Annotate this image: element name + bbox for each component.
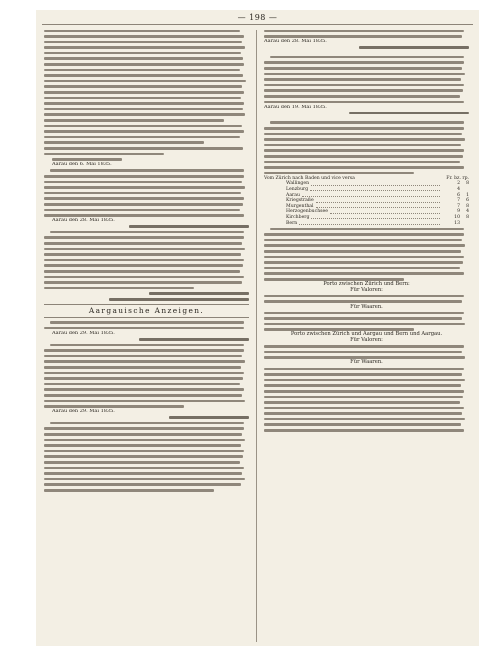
text-line — [44, 108, 243, 111]
text-line — [44, 41, 242, 44]
column-divider — [256, 30, 257, 642]
text-line — [44, 74, 243, 77]
text-line — [264, 418, 465, 421]
text-line — [44, 366, 241, 369]
text-line — [44, 427, 244, 430]
dateline: Aarau den 28. Mai 1835. — [52, 218, 115, 224]
text-line — [44, 388, 244, 391]
text-line — [264, 384, 461, 387]
text-line — [264, 312, 464, 315]
fare-col-rp: rp. — [462, 175, 469, 181]
signature — [109, 298, 249, 301]
section-heading: Aargauische Anzeigen. — [88, 306, 205, 316]
text-line — [264, 368, 464, 371]
text-line — [44, 394, 242, 397]
section-rule — [44, 304, 249, 305]
text-line — [44, 488, 249, 494]
porto-subheading: Für Valoren: — [350, 337, 383, 344]
text-line — [264, 133, 462, 136]
porto-subheading: Für Valoren: — [350, 286, 383, 293]
porto-heading: Porto zwischen Zürich und Aargau und Bern und Aargau. — [290, 331, 443, 338]
text-line — [264, 429, 464, 432]
text-line — [44, 276, 244, 279]
text-line — [44, 69, 240, 72]
text-line — [264, 30, 464, 33]
fare-bz: 6 — [457, 192, 460, 198]
text-line — [264, 244, 465, 247]
text-line — [44, 355, 242, 358]
fare-col-bz: bz. — [454, 175, 461, 181]
dateline: Aarau den 29. Mai 1835. — [52, 409, 115, 415]
fare-bz: 2 — [457, 181, 460, 187]
text-line — [44, 35, 244, 38]
left-column — [44, 28, 249, 493]
fare-rp: 8 — [466, 215, 469, 220]
fare-place: Murgenthal — [286, 203, 314, 209]
text-line — [50, 422, 244, 425]
text-line — [44, 141, 204, 144]
fare-place: Lenzburg — [286, 187, 309, 193]
fare-leader-dots — [310, 188, 440, 191]
fare-leader-dots — [316, 205, 441, 208]
fare-bz: 13 — [454, 220, 460, 226]
text-line — [44, 63, 244, 66]
text-line — [50, 344, 244, 347]
right-column — [264, 28, 469, 433]
text-line — [44, 253, 241, 256]
text-line — [264, 261, 463, 264]
text-line — [44, 197, 244, 200]
text-line — [50, 321, 244, 324]
signature-line — [44, 297, 249, 303]
fare-rp: 8 — [466, 203, 469, 209]
text-line — [264, 379, 465, 382]
fare-bz: 7 — [457, 198, 460, 204]
text-line — [264, 390, 464, 393]
text-line — [44, 91, 244, 94]
text-line — [270, 56, 464, 59]
fare-place: Aarau — [286, 192, 300, 198]
signature — [139, 338, 249, 341]
header-rule — [42, 24, 473, 25]
text-line — [44, 377, 243, 380]
text-line — [264, 401, 460, 404]
fare-values — [442, 221, 469, 227]
text-line — [44, 264, 243, 267]
text-line — [44, 209, 240, 212]
fare-rp: 4 — [466, 209, 469, 215]
text-line — [264, 267, 460, 270]
fare-leader-dots — [330, 211, 440, 214]
text-line — [44, 181, 242, 184]
text-line — [264, 166, 464, 169]
text-line — [264, 351, 462, 354]
text-line — [264, 84, 464, 87]
text-line — [44, 259, 244, 262]
text-line — [270, 121, 464, 124]
text-line — [44, 52, 241, 55]
fare-leader-dots — [299, 222, 440, 225]
fare-bz: 9 — [457, 209, 460, 215]
text-line — [264, 138, 465, 141]
dateline: Aarau den 29. Mai 1835. — [52, 330, 115, 336]
text-line — [44, 214, 244, 217]
text-line — [264, 256, 464, 259]
text-line — [44, 439, 245, 442]
text-line — [44, 85, 242, 88]
text-line — [44, 236, 244, 239]
fare-bz: 7 — [457, 203, 460, 209]
text-line — [44, 483, 241, 486]
text-line — [264, 67, 462, 70]
text-line — [44, 46, 245, 49]
text-line — [264, 317, 462, 320]
text-line — [44, 450, 244, 453]
text-line — [44, 175, 244, 178]
text-line — [264, 95, 460, 98]
text-line — [264, 396, 463, 399]
fare-bz: 10 — [454, 215, 460, 220]
fare-rp: 6 — [466, 198, 469, 204]
signature — [169, 416, 249, 419]
text-line — [264, 407, 464, 410]
text-line — [44, 372, 244, 375]
text-line — [44, 270, 240, 273]
dateline: Aarau den 6. Mai 1835. — [52, 162, 112, 168]
text-line — [44, 125, 242, 128]
signature — [359, 46, 469, 49]
text-line — [264, 127, 464, 130]
text-line — [44, 153, 164, 156]
text-line — [44, 113, 245, 116]
fare-bz: 4 — [457, 187, 460, 193]
fare-place: Bern — [286, 220, 298, 226]
fare-leader-dots — [316, 200, 440, 203]
text-line — [264, 345, 464, 348]
text-line — [44, 383, 240, 386]
dateline: Aarau den 19. Mai 1835. — [264, 104, 327, 110]
fare-table — [264, 181, 469, 226]
text-line — [44, 102, 244, 105]
text-line — [44, 433, 242, 436]
section-rule — [44, 317, 249, 318]
fare-rp: 8 — [466, 181, 469, 187]
text-line — [44, 30, 240, 33]
fare-leader-dots — [302, 194, 440, 197]
dateline: Aarau den 28. Mai 1835. — [264, 39, 327, 45]
text-line — [44, 455, 243, 458]
text-line — [270, 228, 464, 231]
text-line — [264, 423, 461, 426]
text-line — [264, 149, 464, 152]
text-line — [44, 80, 246, 83]
text-line — [44, 186, 245, 189]
text-line — [264, 155, 463, 158]
porto-subheading: Für Waaren. — [350, 303, 383, 310]
text-line — [44, 119, 224, 122]
signature — [129, 225, 249, 228]
text-line — [264, 323, 465, 326]
text-line — [50, 169, 244, 172]
text-line — [264, 78, 461, 81]
text-line — [44, 130, 244, 133]
text-line — [52, 158, 122, 161]
porto-heading: Porto zwischen Zürich und Bern: — [323, 281, 410, 288]
text-line — [264, 412, 462, 415]
text-line — [44, 242, 242, 245]
text-line — [44, 360, 245, 363]
text-line — [264, 300, 462, 303]
newspaper-page — [36, 10, 479, 646]
fare-place: Herzogenbuchsee — [286, 209, 328, 215]
signature — [149, 292, 249, 295]
text-line — [44, 461, 240, 464]
text-line — [44, 203, 243, 206]
fare-leader-dots — [311, 216, 440, 219]
text-line — [264, 144, 461, 147]
text-line — [44, 136, 240, 139]
text-line — [44, 248, 245, 251]
text-line — [44, 444, 241, 447]
text-line — [264, 161, 460, 164]
fare-col-fr: Fr. — [446, 175, 453, 181]
text-line — [44, 405, 184, 408]
fare-leader-dots — [311, 183, 440, 186]
porto-subheading: Für Waaren. — [350, 359, 383, 366]
text-line — [264, 428, 469, 434]
text-line — [44, 478, 245, 481]
page-number: — 198 — — [237, 13, 278, 22]
text-line — [50, 231, 244, 234]
text-line — [44, 467, 244, 470]
text-line — [264, 272, 464, 275]
text-line — [44, 192, 241, 195]
text-line — [264, 295, 464, 298]
text-line — [44, 57, 243, 60]
text-line — [44, 281, 242, 284]
text-line — [264, 61, 464, 64]
fare-route-label: Vom Zürich nach Baden und vice versa — [264, 175, 355, 181]
text-line — [264, 233, 464, 236]
signature — [349, 112, 469, 115]
fare-place: Kirchberg — [286, 215, 310, 220]
text-line — [264, 73, 465, 76]
text-line — [44, 327, 244, 330]
text-line — [264, 250, 461, 253]
text-line — [44, 349, 244, 352]
text-line — [264, 172, 414, 175]
text-line — [44, 287, 194, 290]
text-line — [264, 239, 462, 242]
text-line — [264, 89, 463, 92]
text-line — [44, 400, 245, 403]
fare-rp: 1 — [466, 192, 469, 198]
text-line — [44, 147, 243, 150]
text-line — [264, 35, 462, 38]
text-line — [264, 373, 462, 376]
text-line — [44, 489, 214, 492]
text-line — [264, 101, 464, 104]
text-line — [44, 97, 241, 100]
fare-place: Wallingen — [286, 181, 310, 187]
fare-place: Kriegstraße — [286, 198, 314, 204]
text-line — [44, 472, 242, 475]
